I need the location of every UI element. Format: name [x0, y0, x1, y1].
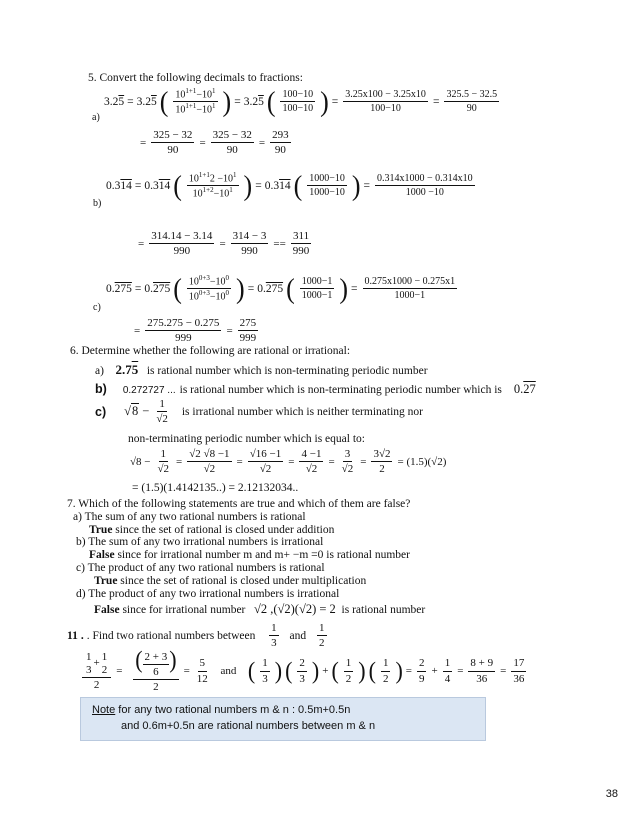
- q5a2-frac3: $\frac{293}{90}$: [272, 129, 289, 157]
- q5a2-frac1: $\frac{325 - 32}{90}$: [153, 129, 193, 157]
- q6c-result: = (1.5)(1.4142135..) = 2.12132034..: [132, 482, 299, 494]
- q5a-frac3: $\frac{3.25x100 - 3.25x10}{100-10}$: [345, 89, 426, 115]
- q5a-label: a): [92, 112, 100, 123]
- note-box: [80, 697, 486, 741]
- q11-row: 1 3 + 1 2 2 = ( $\frac{2 + 3}{6}$ ) 2 = $\frac{5}{12}$ and ( $\frac{1}{3}$ ) ( $\frac{2}{3}$ ) + ( $\frac{1}{2}$ ) ( $\frac{1}{2}$ ) = $\frac{2}{9}$ + $\frac{1}{4}$ = $\frac{8 + 9}{36}$ = $\frac{17}{36}$: [80, 649, 528, 693]
- q6b-row: b) 0.272727 ... is rational number which is non-terminating periodic number which is 0.27: [95, 382, 536, 396]
- q5c-mid2: 0.275: [257, 282, 284, 295]
- q5a-frac2: $\frac{100-10}{100-10}$: [282, 89, 314, 115]
- q6c-row: c) √8 − $\frac{1}{√2}$ is irrational number which is neither terminating nor: [95, 398, 423, 426]
- q7a: a) The sum of any two rational numbers is rational: [73, 511, 306, 523]
- q5b-mid2: 0.314: [264, 179, 291, 192]
- q5b-frac3: $\frac{0.314x1000 - 0.314x10}{1000 -10}$: [377, 173, 473, 199]
- q5a2-frac2: $\frac{325 - 32}{90}$: [212, 129, 252, 157]
- q7b-ans: False since for irrational number m and m+ −m =0 is rational number: [89, 549, 410, 561]
- q5b2-frac2: $\frac{314 - 3}{990}$: [232, 230, 267, 258]
- note-label: Note: [92, 704, 116, 716]
- q6-heading: 6. Determine whether the following are rational or irrational:: [70, 345, 351, 357]
- q5c-line2: = $\frac{275.275 - 0.275}{999}$ = $\frac{275}{999}$: [134, 317, 257, 345]
- q5a-lhs: 3.25: [104, 95, 125, 108]
- q5c-line1: 0.275 = 0.275 ( $\frac{10^{0+3}-10^0}{10^{0+3}-10^0}$ ) = 0.275 ( $\frac{1000-1}{1000-1}$ ) = $\frac{0.275x1000 - 0.275x1}{1000-1}$: [106, 272, 456, 305]
- q5b2-frac3: $\frac{311}{990}$: [292, 230, 310, 258]
- q7a-ans: True since the set of rational is closed under addition: [89, 524, 335, 536]
- q7b: b) The sum of any two irrational numbers is irrational: [76, 536, 324, 548]
- note-line1: Note for any two rational numbers m & n : 0.5m+0.5n: [92, 704, 351, 716]
- q5c-frac2: $\frac{1000-1}{1000-1}$: [301, 276, 333, 302]
- q5b-label: b): [93, 198, 102, 209]
- q11-frac-sum: 1 3 + 1 2 2: [82, 651, 111, 691]
- q11-heading: 11 . . Find two rational numbers between $\frac{1}{3}$ and $\frac{1}{2}$: [67, 622, 325, 650]
- q6b-text: is rational number which is non-terminating periodic number which is: [179, 384, 502, 396]
- q5b-frac2: $\frac{1000-10}{1000-10}$: [309, 173, 345, 199]
- q5b-frac1: $\frac{10^{1+1}2 -10^1}{10^{1+2}-10^1}$: [188, 171, 237, 200]
- q5b-lhs: 0.314: [106, 179, 132, 192]
- q5c-label: c): [93, 302, 101, 313]
- q5c-frac3: $\frac{0.275x1000 - 0.275x1}{1000-1}$: [364, 276, 456, 302]
- q5a-mid2: 3.25: [243, 95, 264, 108]
- q6c-calc: √8 − $\frac{1}{√2}$ = $\frac{√2 √8 -1}{√2}$ = $\frac{√16 -1}{√2}$ = $\frac{4 -1}{√2}$ = $\frac{3}{√2}$ = $\frac{3√2}{2}$ = (1.5)(√2): [130, 448, 447, 476]
- q6c-text2: non-terminating periodic number which is equal to:: [128, 433, 365, 445]
- q5b-mid: 0.314: [144, 179, 171, 192]
- q6a-row: a) 2.75 is rational number which is non-terminating periodic number: [95, 362, 428, 377]
- q5c-frac1: $\frac{10^{0+3}-10^0}{10^{0+3}-10^0}$: [188, 274, 230, 303]
- q6a-text: is rational number which is non-terminating periodic number: [146, 365, 428, 377]
- q5b-line1: 0.314 = 0.314 ( $\frac{10^{1+1}2 -10^1}{10^{1+2}-10^1}$ ) = 0.314 ( $\frac{1000-10}{1000-10}$ ) = $\frac{0.314x1000 - 0.314x10}{1000 -10}$: [106, 169, 473, 202]
- q11-frac-big: ( $\frac{2 + 3}{6}$ ) 2: [135, 645, 177, 694]
- q6c-text: is irrational number which is neither terminating nor: [181, 405, 423, 418]
- page-number: 38: [605, 788, 618, 800]
- q5c-lhs: 0.275: [106, 282, 132, 295]
- q7d: d) The product of any two irrational numbers is irrational: [76, 588, 340, 600]
- q5c2-frac1: $\frac{275.275 - 0.275}{999}$: [147, 317, 220, 345]
- note-line2: and 0.6m+0.5n are rational numbers between m & n: [121, 720, 376, 732]
- q5b2-frac1: $\frac{314.14 - 3.14}{990}$: [151, 230, 213, 258]
- q6a-value: 2.75: [115, 362, 139, 377]
- q5a-frac1: $\frac{10^{1+1}-10^1}{10^{1+1}-10^1}$: [175, 87, 216, 116]
- q7d-math: √2 ,(√2)(√2) = 2: [254, 602, 336, 616]
- q5-heading: 5. Convert the following decimals to fractions:: [88, 72, 303, 84]
- q7c: c) The product of any two rational numbers is rational: [76, 562, 325, 574]
- q5c-mid: 0.275: [144, 282, 171, 295]
- q5a-line1: 3.25 = 3.25 ( $\frac{10^{1+1}-10^1}{10^{1+1}-10^1}$ ) = 3.25 ( $\frac{100-10}{100-10}$ ) = $\frac{3.25x100 - 3.25x10}{100-10}$ = $\frac{325.5 - 32.5}{90}$: [104, 85, 498, 118]
- q5a-frac4: $\frac{325.5 - 32.5}{90}$: [446, 89, 498, 115]
- q5c2-frac2: $\frac{275}{999}$: [239, 317, 257, 345]
- q6b-result: 0.27: [513, 382, 536, 396]
- q5b-line2: = $\frac{314.14 - 3.14}{990}$ = $\frac{314 - 3}{990}$ == $\frac{311}{990}$: [138, 230, 310, 258]
- q7-heading: 7. Which of the following statements are true and which of them are false?: [67, 498, 411, 510]
- q5a-mid: 3.25: [136, 95, 157, 108]
- q7d-ans: False since for irrational number √2 ,(√2)(√2) = 2 is rational number: [94, 602, 426, 616]
- q7c-ans: True since the set of rational is closed under multiplication: [94, 575, 367, 587]
- q6b-value: 0.272727 ...: [122, 385, 176, 396]
- q5a-line2: = $\frac{325 - 32}{90}$ = $\frac{325 - 32}{90}$ = $\frac{293}{90}$: [140, 129, 289, 157]
